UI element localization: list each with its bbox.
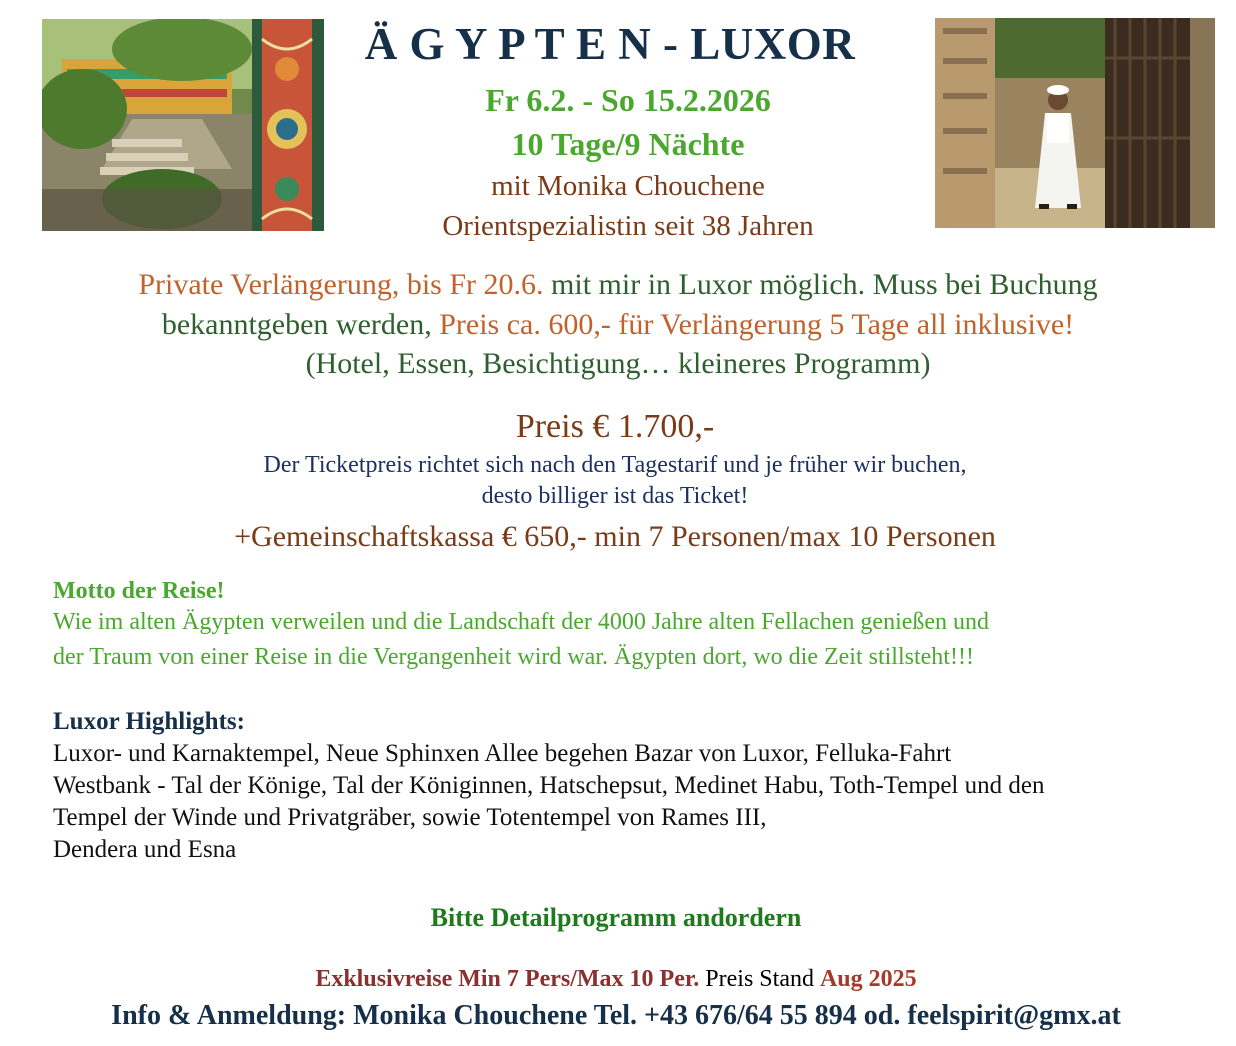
extension-line-3: (Hotel, Essen, Besichtigung… kleineres Programm) — [305, 347, 931, 380]
guide-name: mit Monika Chouchene — [491, 170, 765, 202]
extension-line-1 — [0, 268, 1236, 302]
highlights-line-1: Luxor- und Karnaktempel, Neue Sphinxen Allee begehen Bazar von Luxor, Felluka-Fahrt — [53, 740, 952, 767]
highlights-line-3: Tempel der Winde und Privatgräber, sowie Totentempel von Rames III, — [53, 804, 767, 831]
exclusive-group-size: Exklusivreise Min 7 Pers/Max 10 Per. — [315, 966, 700, 992]
price-status-label: Preis Stand — [699, 966, 820, 992]
motto-line-1: Wie im alten Ägypten verweilen und die Landschaft der 4000 Jahre alten Fellachen genießen und — [53, 609, 990, 635]
ticket-note-line-2: desto billiger ist das Ticket! — [481, 483, 749, 509]
extension-date-text: Private Verlängerung, bis Fr 20.6. — [138, 268, 544, 301]
highlights-heading: Luxor Highlights: — [53, 708, 245, 735]
extension-info-text: mit mir in Luxor möglich. Muss bei Buchung — [543, 268, 1098, 301]
exclusive-trip-note — [0, 966, 1232, 993]
guide-specialty: Orientspezialistin seit 38 Jahren — [442, 210, 814, 242]
highlights-line-2: Westbank - Tal der Könige, Tal der Königinnen, Hatschepsut, Medinet Habu, Toth-Tempel und den — [53, 772, 1045, 799]
contact-info[interactable]: Info & Anmeldung: Monika Chouchene Tel. +43 676/64 55 894 od. feelspirit@gmx.at — [111, 1000, 1121, 1031]
trip-price: Preis € 1.700,- — [515, 408, 715, 445]
ticket-note-line-1: Der Ticketpreis richtet sich nach den Tagestarif und je früher wir buchen, — [263, 452, 967, 478]
detail-program-request: Bitte Detailprogramm andordern — [430, 903, 802, 932]
man-in-doorway-photo — [935, 18, 1215, 228]
motto-line-2: der Traum von einer Reise in die Vergangenheit wird war. Ägypten dort, wo die Zeit stillsteht!!! — [53, 644, 974, 670]
extension-announce-text: bekanntgeben werden, — [161, 308, 440, 341]
garden-courtyard-photo — [42, 19, 324, 231]
extension-price-text: Preis ca. 600,- für Verlängerung 5 Tage all inklusive! — [439, 308, 1075, 341]
travel-duration: 10 Tage/9 Nächte — [511, 126, 745, 162]
highlights-line-4: Dendera und Esna — [53, 836, 237, 863]
motto-heading: Motto der Reise! — [53, 578, 225, 604]
community-fund-note: +Gemeinschaftskassa € 650,- min 7 Personen/max 10 Personen — [234, 520, 996, 553]
travel-dates: Fr 6.2. - So 15.2.2026 — [485, 82, 771, 118]
page-title: Ä G Y P T E N - LUXOR — [364, 19, 856, 69]
price-status-date: Aug 2025 — [819, 966, 917, 992]
extension-line-2 — [0, 308, 1236, 342]
